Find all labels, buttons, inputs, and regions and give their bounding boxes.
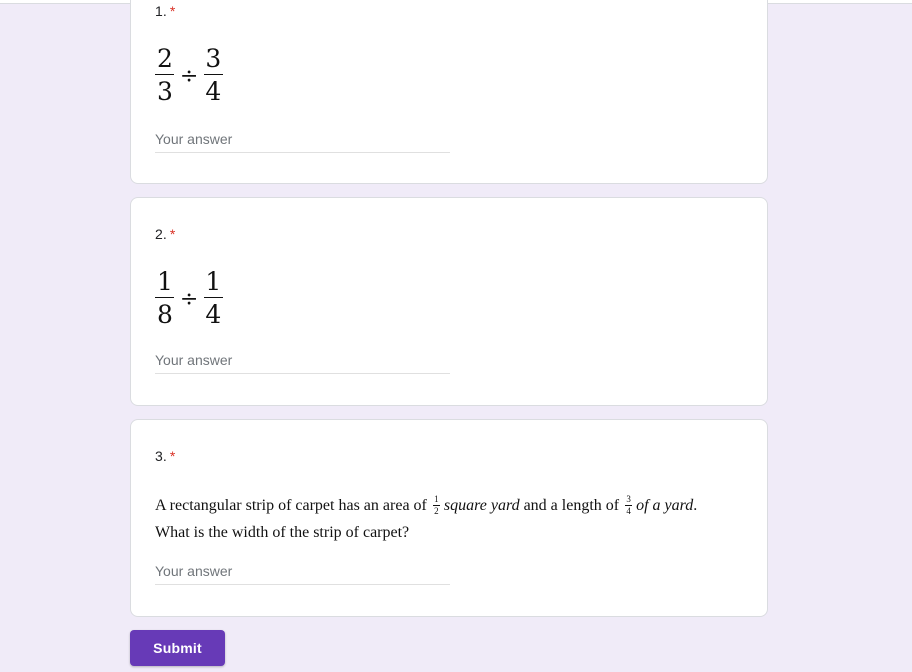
- divide-sign: ÷: [179, 63, 199, 89]
- numerator: 1: [434, 493, 439, 504]
- fraction-dividend: [155, 268, 175, 328]
- denominator: 3: [157, 77, 173, 107]
- period: .: [693, 497, 698, 514]
- division-expression: [155, 268, 223, 328]
- denominator: 2: [434, 505, 439, 516]
- question-text-line-2: What is the width of the strip of carpet?: [155, 524, 410, 541]
- fraction-bar: [155, 74, 174, 75]
- fraction-dividend: [155, 45, 175, 105]
- unit-square-yard: square yard: [443, 497, 520, 514]
- fraction-bar: [155, 297, 174, 298]
- question-text-line-1: [155, 492, 755, 519]
- answer-input-1[interactable]: Your answer: [155, 131, 450, 153]
- denominator: 4: [626, 505, 631, 516]
- inline-fraction-area: [433, 495, 440, 516]
- question-title-3: [155, 448, 175, 464]
- required-asterisk: *: [169, 3, 176, 19]
- denominator: 4: [205, 77, 222, 107]
- fraction-bar: [204, 297, 223, 298]
- text-segment: A rectangular strip of carpet has an area of: [155, 497, 427, 514]
- unit-of-a-yard: of a yard: [636, 497, 694, 514]
- numerator: 3: [626, 493, 631, 504]
- fraction-divisor: [203, 268, 223, 328]
- question-number: 1.: [155, 3, 167, 19]
- denominator: 8: [157, 300, 173, 330]
- question-card-2: [130, 197, 768, 406]
- answer-input-2[interactable]: Your answer: [155, 352, 450, 374]
- question-number: 2.: [155, 226, 167, 242]
- fraction-bar: [204, 74, 223, 75]
- numerator: 3: [205, 44, 222, 73]
- inline-fraction-length: [625, 495, 632, 516]
- question-card-1: [130, 0, 768, 184]
- required-asterisk: *: [169, 448, 176, 464]
- answer-input-3[interactable]: Your answer: [155, 563, 450, 585]
- required-asterisk: *: [169, 226, 176, 242]
- submit-button[interactable]: Submit: [130, 630, 225, 666]
- numerator: 1: [205, 267, 222, 296]
- denominator: 4: [205, 300, 222, 330]
- question-card-3: [130, 419, 768, 617]
- question-text-3: [155, 492, 755, 546]
- divide-sign: ÷: [179, 286, 199, 312]
- question-title-2: [155, 226, 175, 242]
- question-number: 3.: [155, 448, 167, 464]
- division-expression: [155, 45, 223, 105]
- question-title-1: [155, 3, 175, 19]
- numerator: 2: [157, 44, 173, 73]
- text-segment: and a length of: [523, 497, 620, 514]
- fraction-divisor: [203, 45, 223, 105]
- numerator: 1: [157, 267, 173, 296]
